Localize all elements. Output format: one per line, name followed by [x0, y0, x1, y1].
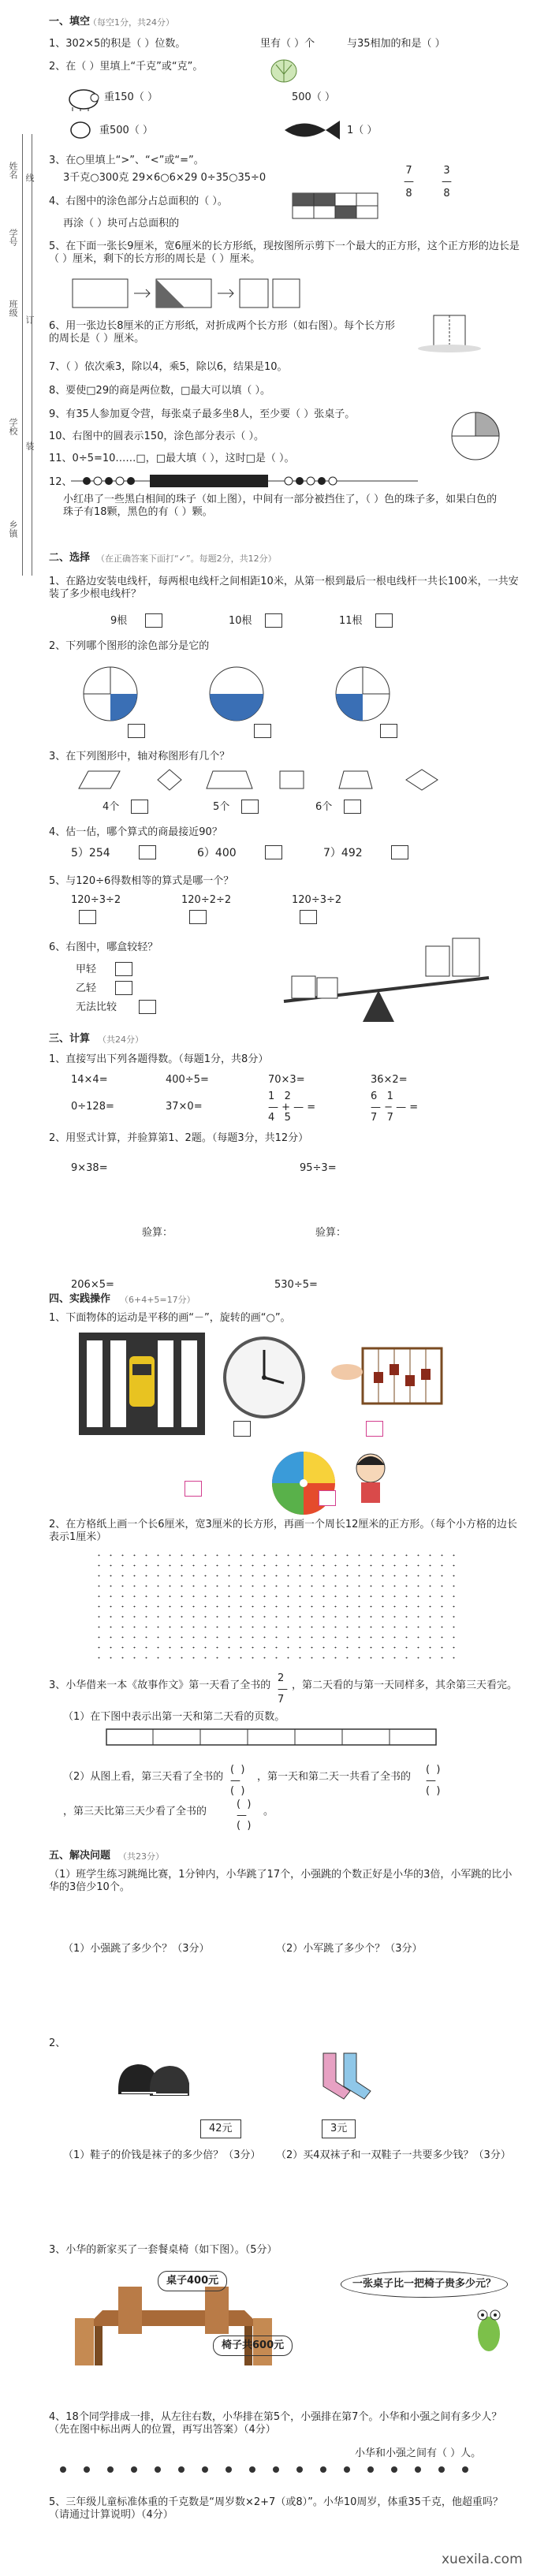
q1-14-text: 小红串了一些黑白相间的珠子（如上图），中间有一部分被挡住了，（ ）色的珠子多，如果白色的珠子有18颗，黑色的有（ ）颗。	[63, 494, 498, 518]
calc-item: 400÷5=	[166, 1074, 209, 1086]
q2-2-text: 2、下列哪个图形的涂色部分是它的	[49, 640, 210, 652]
section-3-title: 三、计算	[49, 1033, 91, 1045]
margin-label-zhuang: 装	[24, 442, 35, 450]
q5-5-text: 5、三年级儿童标准体重的千克数是“周岁数×2+7（或8）”。小华10周岁，体重35千克，他超重吗？（请通过计算说明）（4分）	[49, 2496, 503, 2521]
answer-box[interactable]	[233, 1421, 251, 1437]
q4-1-text: 1、下面物体的运动是平移的画“－”，旋转的画“○”。	[49, 1312, 291, 1324]
q1-11-text: 10、右图中的圆表示150，涂色部分表示（ ）。	[49, 431, 264, 442]
q1-1-text: 1、302×5的积是（ ）位数。	[49, 38, 186, 50]
answer-box[interactable]	[319, 1490, 336, 1506]
bead-string-figure	[71, 473, 418, 489]
calc-item: 0÷128=	[71, 1101, 114, 1113]
answer-box[interactable]	[254, 724, 271, 738]
table-price-bubble: 桌子400元	[158, 2271, 227, 2291]
answer-box[interactable]	[128, 724, 145, 738]
section-1-note: （每空1分，共24分）	[88, 17, 174, 28]
q1-1e-text: 与35相加的和是（ ）	[347, 38, 445, 50]
answer-box[interactable]	[115, 981, 132, 995]
answer-box[interactable]	[375, 613, 393, 628]
fraction-3-8: 3 — 8	[442, 165, 452, 199]
q1-13-label: 12、	[49, 476, 73, 488]
q2-1-text: 1、在路边安装电线杆，每两根电线杆之间相距10米，从第一根到最后一根电线杆一共长100米，一共安装了多少根电线杆？	[49, 576, 519, 600]
frog-cartoon	[465, 2295, 513, 2358]
q5-2a-text: （1）鞋子的价钱是袜子的多少倍？（3分）	[63, 2149, 261, 2161]
student-row-figure[interactable]	[55, 2465, 481, 2474]
q4-3g-text: 。	[263, 1806, 274, 1817]
section-2-note: （在正确答案下面打“✓”。每题2分，共12分）	[96, 554, 277, 564]
answer-box[interactable]	[131, 800, 148, 814]
q2-3-opt-c: 6个	[315, 801, 333, 813]
socks-image	[308, 2050, 378, 2105]
chairs-price-bubble: 椅子共600元	[213, 2336, 293, 2356]
q1-12-text: 11、0÷5=10……□，□最大填（ ），这时□是（ ）。	[49, 453, 295, 464]
q1-2b-text: 500（ ）	[292, 91, 335, 103]
check-label: 验算：	[142, 1227, 173, 1239]
girl-cartoon	[347, 1451, 394, 1506]
margin-label-school: 学校	[8, 418, 18, 435]
dot-grid-paper[interactable]	[93, 1550, 460, 1667]
answer-box[interactable]	[344, 800, 361, 814]
q5-3-text: 3、小华的新家买了一套餐桌椅（如下图）。（5分）	[49, 2244, 278, 2256]
q2-1-opt-a: 9根	[110, 615, 128, 627]
q1-3-text: 3、在○里填上“>”、“<”或“=”。	[49, 155, 204, 166]
fraction-2-7: 2 — 7	[278, 1672, 288, 1706]
q5-1a-text: （1）小强跳了多少个？（3分）	[63, 1943, 210, 1955]
section-3-note: （共24分）	[98, 1035, 144, 1045]
q5-2-label: 2、	[49, 2037, 66, 2049]
q1-2c-text: 重500（ ）	[99, 125, 153, 136]
q2-5-text: 5、与120÷6得数相等的算式是哪一个？	[49, 875, 234, 887]
q2-1-opt-b: 10根	[229, 615, 252, 627]
fish-icon	[280, 117, 343, 144]
margin-label-class: 班级	[8, 300, 18, 317]
balance-scale-figure	[268, 923, 505, 1025]
fraction-7-8: 7 — 8	[404, 165, 414, 199]
answer-box[interactable]	[265, 613, 282, 628]
section-4-note: （6+4+5=17分）	[120, 1295, 196, 1305]
answer-box[interactable]	[185, 1481, 202, 1497]
egg-icon	[65, 118, 96, 142]
blank-fraction[interactable]: ( ) — ( )	[230, 1764, 245, 1798]
symmetry-shapes-figure	[71, 768, 449, 793]
q2-5-opt-c: 120÷3÷2	[292, 894, 342, 906]
check-label: 验算：	[315, 1227, 347, 1239]
answer-box[interactable]	[366, 1421, 383, 1437]
answer-box[interactable]	[189, 910, 207, 924]
section-4-title: 四、实践操作	[49, 1293, 111, 1305]
fraction-expr-2: 6 1 — − — = 7 7	[371, 1090, 419, 1124]
answer-box[interactable]	[79, 910, 96, 924]
q4-3-text: 3、小华借来一本《故事作文》第一天看了全书的	[49, 1679, 271, 1691]
q4-3c-text: （1）在下图中表示出第一天和第二天看的页数。	[63, 1711, 285, 1723]
q2-6-text: 6、右图中，哪盒较轻？	[49, 941, 158, 953]
folded-paper-figure	[410, 314, 489, 353]
q2-6-opt-b: 乙轻	[76, 982, 97, 994]
margin-label-ding: 订	[24, 315, 35, 324]
section-5-note: （共23分）	[118, 1851, 164, 1862]
section-1-title: 一、填空	[49, 16, 91, 28]
q2-6-opt-a: 甲轻	[76, 964, 97, 975]
q2-4-opt-a: 5）254	[71, 847, 110, 859]
q2-3-opt-a: 4个	[103, 801, 120, 813]
shaded-rectangle-figure	[292, 192, 378, 219]
q5-2b-text: （2）买4双袜子和一双鞋子一共要多少钱？（3分）	[276, 2149, 511, 2161]
abacus-image	[331, 1340, 449, 1411]
q1-4-text: 4、右图中的涂色部分占总面积的（ ）。	[49, 196, 228, 207]
margin-label-line: 线	[24, 173, 35, 182]
margin-label-town: 乡镇	[8, 520, 18, 538]
q1-3-row: 3千克○300克 29×6○6×29 0÷35○35÷0	[63, 172, 267, 184]
socks-price-tag: 3元	[322, 2119, 356, 2138]
calc-item: 14×4=	[71, 1074, 108, 1086]
q2-3-opt-b: 5个	[213, 801, 230, 813]
q1-8-text: 7、（ ）依次乘3，除以4，乘5，除以6，结果是10。	[49, 361, 288, 373]
watermark: xuexila.com	[442, 2552, 523, 2567]
vertical-calc: 9×38=	[71, 1162, 108, 1174]
q4-2-text: 2、在方格纸上画一个长6厘米，宽3厘米的长方形，再画一个周长12厘米的正方形。（每个小方格的边长表示1厘米）	[49, 1519, 517, 1543]
blank-fraction[interactable]: ( ) — ( )	[237, 1799, 252, 1832]
prize-wheel-image	[268, 1448, 339, 1519]
q2-3-text: 3、在下列图形中，轴对称图形有几个？	[49, 751, 230, 762]
answer-box[interactable]	[380, 724, 397, 738]
shoes-image	[110, 2050, 197, 2105]
q1-9-text: 8、要使□29的商是两位数，□最大可以填（ ）。	[49, 385, 271, 397]
vertical-calc: 530÷5=	[274, 1279, 318, 1291]
q5-4-text: 4、18个同学排成一排，从左往右数，小华排在第5个，小强排在第7个。小华和小强之间有多少人？（先在图中标出两人的位置，再写出答案）（4分）	[49, 2411, 502, 2436]
shoes-price-tag: 42元	[200, 2119, 241, 2138]
fraction-expr-1: 1 2 — + — = 4 5	[268, 1090, 316, 1124]
q2-1-opt-c: 11根	[339, 615, 363, 627]
answer-box[interactable]	[241, 800, 259, 814]
calc-item: 37×0=	[166, 1101, 203, 1113]
vertical-calc: 206×5=	[71, 1279, 114, 1291]
calc-item: 70×3=	[268, 1074, 305, 1086]
answer-box[interactable]	[145, 613, 162, 628]
clock-image	[221, 1334, 308, 1421]
q2-4-opt-b: 6）400	[197, 847, 237, 859]
q5-4b-text: 小华和小强之间有（ ）人。	[355, 2447, 482, 2459]
blank-fraction[interactable]: ( ) — ( )	[426, 1764, 441, 1798]
answer-box[interactable]	[139, 845, 156, 859]
q2-4-text: 4、估一估，哪个算式的商最接近90？	[49, 826, 222, 838]
calc-item: 36×2=	[371, 1074, 408, 1086]
q5-1b-text: （2）小军跳了多少个？（3分）	[276, 1943, 423, 1955]
q4-3e-text: ，第一天和第二天一共看了全书的	[257, 1771, 412, 1783]
question-bubble: 一张桌子比一把椅子贵多少元？	[341, 2271, 508, 2298]
answer-box[interactable]	[391, 845, 408, 859]
q1-2a-text: 重150（ ）	[104, 91, 158, 103]
q1-5-text: 再涂（ ）块可占总面积的	[63, 218, 180, 229]
q2-5-opt-a: 120÷3÷2	[71, 894, 121, 906]
q1-10-text: 9、有35人参加夏令营，每张桌子最多坐8人，至少要（ ）张桌子。	[49, 408, 356, 420]
binding-line	[22, 134, 23, 576]
q4-3f-text: ，第三天比第三天少看了全书的	[63, 1806, 207, 1817]
q1-2-text: 2、在（ ）里填上“千克”或“克”。	[49, 61, 203, 73]
q5-1-text: （1）班学生练习跳绳比赛，1分钟内，小华跳了17个，小强跳的个数正好是小华的3倍，小军跳的比小华的3倍少10个。	[49, 1869, 513, 1893]
q3-1-text: 1、直接写出下列各题得数。（每题1分，共8分）	[49, 1053, 269, 1065]
q1-6-text: 5、在下面一张长9厘米，宽6厘米的长方形纸，现按图所示剪下一个最大的正方形，这个正方形的边长是（ ）厘米，剩下的长方形的周长是（ ）厘米。	[49, 240, 520, 265]
section-5-title: 五、解决问题	[49, 1850, 111, 1862]
answer-box[interactable]	[115, 962, 132, 976]
answer-box[interactable]	[265, 845, 282, 859]
q1-7-text: 6、用一张边长8厘米的正方形纸，对折成两个长方形（如右图）。每个长方形的周长是（ ）厘米。	[49, 320, 396, 345]
q2-6-opt-c: 无法比较	[76, 1001, 117, 1013]
q2-4-opt-c: 7）492	[323, 847, 363, 859]
margin-label-id: 学号	[8, 229, 18, 246]
cabbage-icon	[268, 55, 300, 84]
section-2-title: 二、选择	[49, 552, 91, 564]
pie-choice-figures	[79, 662, 473, 725]
vertical-calc: 95÷3=	[300, 1162, 337, 1174]
book-bar-diagram[interactable]	[106, 1728, 437, 1746]
q3-2-text: 2、用竖式计算，并验算第1、2题。（每题3分，共12分）	[49, 1132, 309, 1144]
answer-box[interactable]	[139, 1000, 156, 1014]
q1-2d-text: 1（ ）	[347, 125, 378, 136]
q4-3b-text: ，第二天看的与第一天同样多，其余第三天看完。	[292, 1679, 518, 1691]
margin-label-name: 姓名	[8, 162, 18, 179]
q2-5-opt-b: 120÷2÷2	[181, 894, 232, 906]
pie-circle-figure	[449, 410, 501, 462]
paper-cutting-diagram	[71, 276, 489, 311]
q4-3d-text: （2）从图上看，第三天看了全书的	[63, 1771, 224, 1783]
car-crosswalk-image	[79, 1333, 205, 1435]
q1-1b-text: 里有（ ）个	[260, 38, 315, 50]
pig-icon	[65, 84, 103, 112]
